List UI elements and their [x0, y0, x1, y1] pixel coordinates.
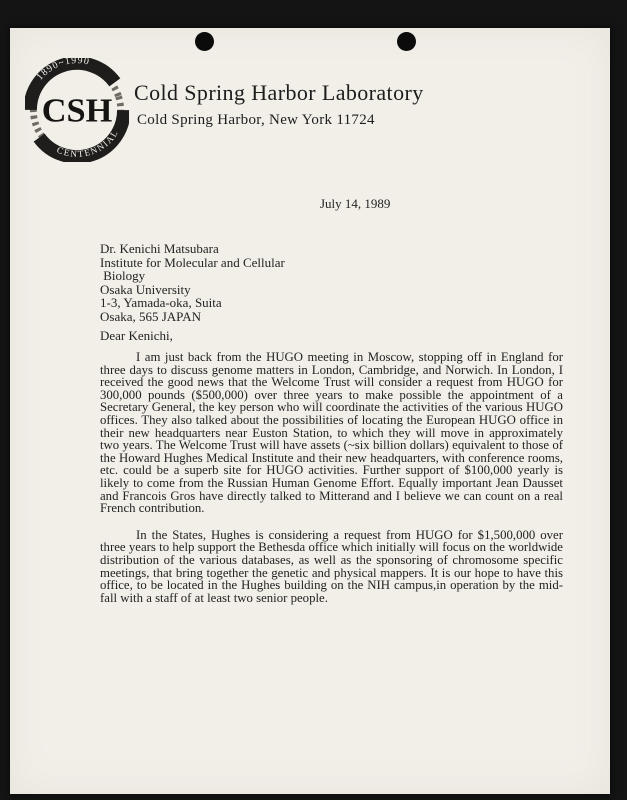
- letter-paragraph-1: I am just back from the HUGO meeting in Moscow, stopping off in England for three days to discuss genome matters in London, Cambridge, and Norwich. In London, I received the good news that the Welcome Trust will consider a request from HUGO for 300,000 pounds ($500,000) over three years to make possible the appointment of a Secretary General, the key person who will coordinate the activities of the various HUGO offices. They also talked about the possibilities of locating the European HUGO office in their new headquarters near Euston Station, to which they will move in approximately two years. The Welcome Trust will have assets (~six billion dollars) equivalent to those of the Howard Hughes Medical Institute and their new headquarters, with conference rooms, etc. could be a superb site for HUGO activities. Further support of $100,000 yearly is likely to come from the Russian Human Genome Effort. Equally important Jean Dausset and Francois Gros have directly talked to Mitterand and I believe we can count on a real French contribution.: [100, 350, 563, 516]
- salutation: Dear Kenichi,: [100, 328, 173, 343]
- recipient-line: Dr. Kenichi Matsubara: [100, 241, 219, 256]
- organization-address: Cold Spring Harbor, New York 11724: [137, 112, 375, 128]
- letter-paragraph-2: In the States, Hughes is considering a request from HUGO for $1,500,000 over three years to help support the Bethesda office which initially will focus on the worldwide distribution of the various databases, as well as the sponsoring of chromosome specific meetings, that bring together the genetic and physical mappers. It is our hope to have this office, to be located in the Hughes building on the NIH campus,in operation by the mid-fall with a staff of at least two senior people.: [100, 527, 563, 605]
- logo-arc-top-text: 1890~1990: [34, 58, 91, 83]
- organization-name: Cold Spring Harbor Laboratory: [134, 80, 424, 105]
- recipient-line: Institute for Molecular and Cellular: [100, 254, 285, 270]
- letter-body: [100, 351, 563, 604]
- csh-logo-graphic: [25, 58, 129, 162]
- letter-page: [10, 28, 610, 794]
- logo-arc-bottom-text: CENTENNIAL: [55, 127, 121, 160]
- letter-date: July 14, 1989: [320, 196, 391, 211]
- recipient-line: Biology: [100, 268, 146, 284]
- letterhead: [134, 80, 424, 129]
- recipient-line: Osaka University: [100, 281, 191, 297]
- logo-monogram: CSH: [41, 91, 113, 130]
- recipient-line: Osaka, 565 JAPAN: [100, 308, 201, 324]
- recipient-address-block: [100, 242, 285, 324]
- punch-hole-left: [195, 32, 214, 51]
- punch-hole-right: [397, 32, 416, 51]
- recipient-line: 1-3, Yamada-oka, Suita: [100, 295, 222, 311]
- csh-centennial-logo: [25, 58, 129, 162]
